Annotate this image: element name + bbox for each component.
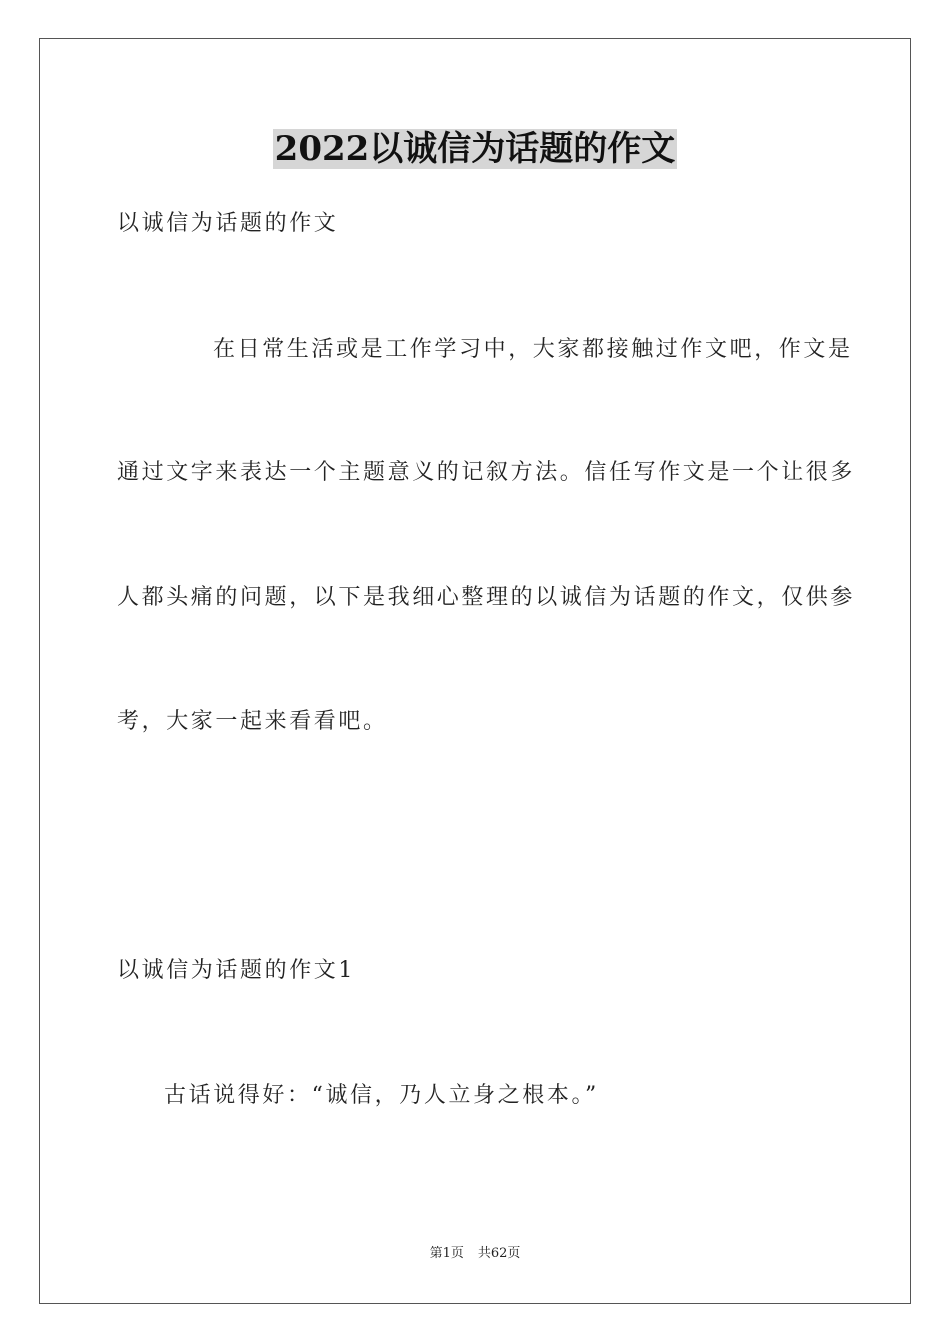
paragraph-line: 人都头痛的问题，以下是我细心整理的以诚信为话题的作文，仅供参 [117, 585, 856, 610]
section-heading: 以诚信为话题的作文1 [117, 958, 355, 983]
page-total: 共62页 [477, 1246, 521, 1261]
paragraph-line: 在日常生活或是工作学习中，大家都接触过作文吧，作文是 [213, 337, 853, 362]
document-subtitle: 以诚信为话题的作文 [117, 211, 339, 236]
paragraph-line: 考，大家一起来看看吧。 [117, 709, 388, 734]
document-title [0, 126, 950, 172]
page-number: 第1页 [429, 1246, 464, 1261]
page-footer [0, 1245, 950, 1263]
section-paragraph-line: 古话说得好：“诚信，乃人立身之根本。” [164, 1083, 599, 1108]
paragraph-line: 通过文字来表达一个主题意义的记叙方法。信任写作文是一个让很多 [117, 460, 856, 485]
document-title-text: 2022以诚信为话题的作文 [274, 129, 676, 169]
